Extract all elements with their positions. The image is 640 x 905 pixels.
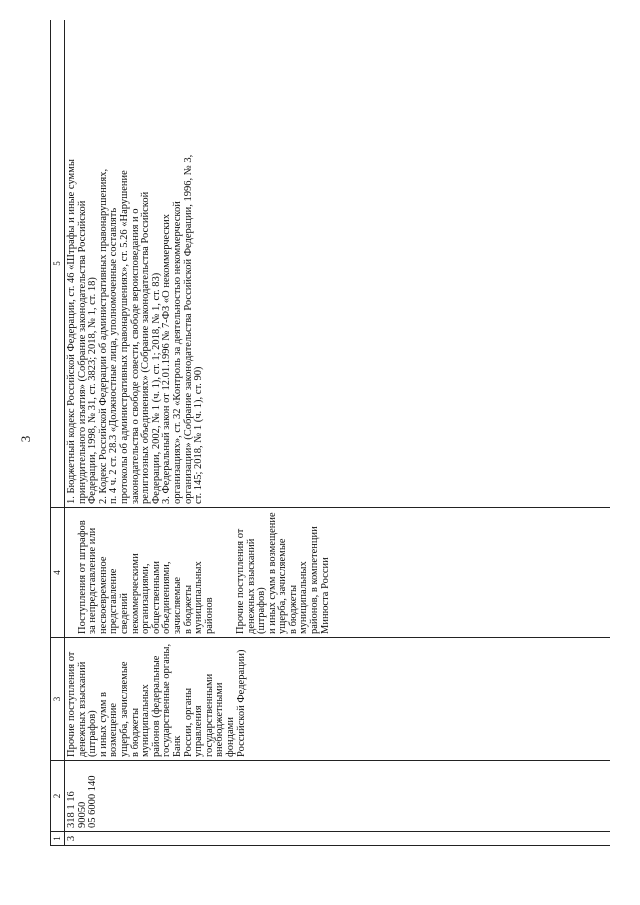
header-col-4: 4 [51,507,65,637]
header-col-5: 5 [51,20,65,507]
income-description [65,507,610,637]
revenue-table [50,20,610,846]
header-col-3: 3 [51,637,65,760]
legal-basis: 1. Бюджетный кодекс Российской Федерации, ст. 46 «Штрафы и иные суммы принудительного изъятия» (Собрание законодательства Российской Федерации, 1998, № 31, ст. 3823; 2018, № 1, ст. 18) 2. Кодекс Российской Федерации об административных правонарушениях, п. 4 ч. 2 ст. 28.3 «Должностные лица, уполномоченные составлять протоколы об административных правонарушениях», ст. 5.26 «Нарушение законодательства о свободе совести, свободе вероисповедания и о религиозных объединениях» (Собрание законодательства Российской Федерации, 2002, № 1 (ч. 1), ст. 1; 2018, № 1, ст. 83) 3. Федеральный закон от 12.01.1996 № 7-ФЗ «О некоммерческих организациях», ст. 32 «Контроль за деятельностью некоммерческой организации» (Собрание законодательства Российской Федерации, 1996, № 3, ст. 145; 2018, № 1 (ч. 1), ст. 90) [65,20,610,507]
header-col-1: 1 [51,831,65,845]
row-number: 3 [65,831,610,845]
revenue-name: Прочие поступления от денежных взысканий (штрафов) и иных сумм в возмещение ущерба, зачисляемые в бюджеты муниципальных районов (федеральные государственные органы, Банк России, органы управления государственными внебюджетными фондами Российской Федерации) [65,637,610,760]
page-number: 3 [18,435,33,443]
table-frame [50,20,610,846]
budget-code: 318 1 16 90050 05 6000 140 [65,760,610,831]
income-paragraph-other: Прочие поступления от денежных взысканий (штрафов) и иных сумм в возмещение ущерба, зачисляемые в бюджеты муниципальных районов, в компетенции Минюста России [234,512,331,634]
header-col-2: 2 [51,760,65,831]
income-paragraph-fines: Поступления от штрафов за непредставление или несвоевременное представление сведений некоммерческими организациями, общественными объединениями, зачисляемые в бюджеты муниципальных районов [76,520,215,634]
